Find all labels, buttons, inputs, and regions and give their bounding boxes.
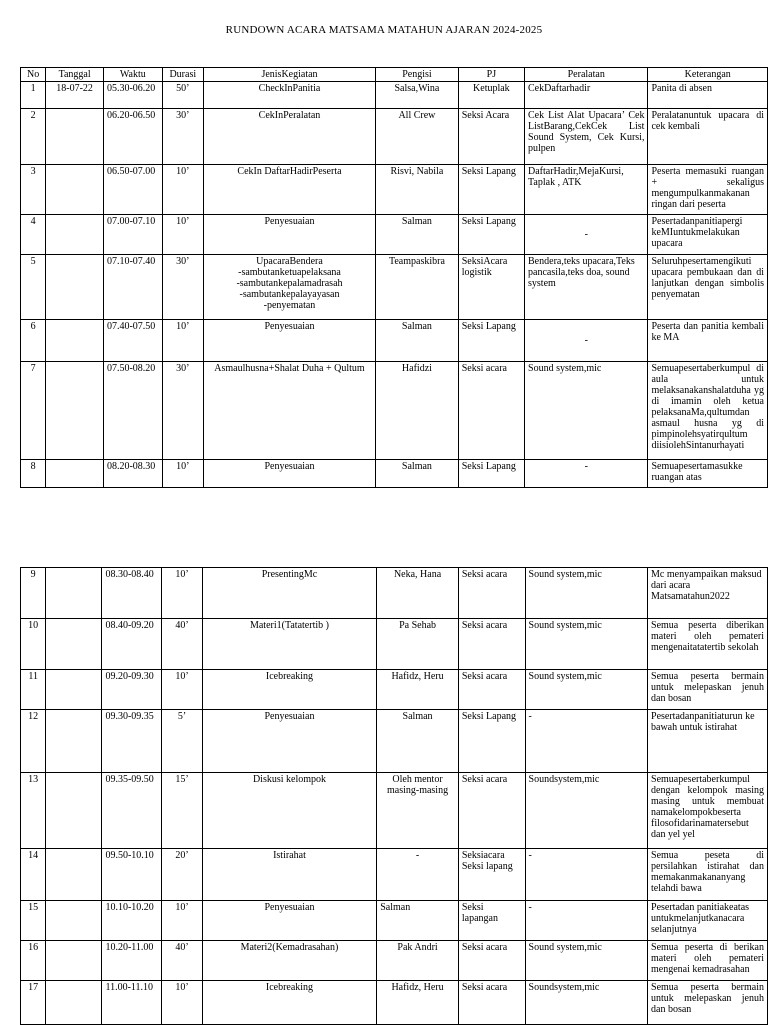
cell-tanggal	[46, 255, 104, 320]
cell-waktu: 10.20-11.00	[102, 941, 162, 981]
cell-pj: Seksi acara	[458, 568, 525, 619]
cell-waktu: 08.30-08.40	[102, 568, 162, 619]
cell-keterangan: Pesertadanpanitiapergi keMIuntukmelakukan upacara	[648, 215, 768, 255]
cell-no: 2	[21, 109, 46, 165]
cell-pengisi: Hafidz, Heru	[377, 981, 459, 1025]
cell-pj: Seksi Lapang	[458, 215, 524, 255]
cell-kegiatan: CekIn DaftarHadirPeserta	[203, 165, 375, 215]
cell-keterangan: Semua peserta bermain untuk melepaskan jenuh dan bosan	[648, 981, 768, 1025]
cell-pengisi: Salsa,Wina	[376, 82, 459, 109]
cell-waktu: 08.20-08.30	[103, 460, 162, 488]
cell-pj: Seksi acara	[458, 362, 524, 460]
cell-kegiatan: PresentingMc	[202, 568, 377, 619]
cell-no: 4	[21, 215, 46, 255]
cell-waktu: 09.20-09.30	[102, 670, 162, 710]
cell-tanggal	[46, 109, 104, 165]
cell-kegiatan: Icebreaking	[202, 981, 377, 1025]
cell-pj: Seksi lapangan	[458, 901, 525, 941]
table-row	[21, 320, 768, 362]
cell-pj: Seksi Lapang	[458, 165, 524, 215]
cell-waktu: 07.00-07.10	[103, 215, 162, 255]
cell-kegiatan: Penyesuaian	[203, 215, 375, 255]
cell-pj: Seksi Lapang	[458, 320, 524, 362]
cell-pengisi: Hafidzi	[376, 362, 459, 460]
cell-tanggal	[46, 320, 104, 362]
cell-keterangan: Semuapesertaberkumpul dengan kelompok masing masing untuk membuat namakelompokbeserta filosofidarinamatersebut dan yel yel	[648, 773, 768, 849]
table-row	[21, 941, 768, 981]
cell-tanggal	[46, 901, 102, 941]
cell-tanggal	[46, 981, 102, 1025]
cell-waktu: 06.50-07.00	[103, 165, 162, 215]
cell-no: 15	[21, 901, 46, 941]
cell-waktu: 11.00-11.10	[102, 981, 162, 1025]
cell-keterangan: Mc menyampaikan maksud dari acara Matsamatahun2022	[648, 568, 768, 619]
cell-waktu: 09.30-09.35	[102, 710, 162, 773]
cell-pengisi: Oleh mentor masing-masing	[377, 773, 459, 849]
cell-pengisi: Pak Andri	[377, 941, 459, 981]
cell-pj: Seksi acara	[458, 670, 525, 710]
table-row	[21, 215, 768, 255]
cell-keterangan: Peserta dan panitia kembali ke MA	[648, 320, 768, 362]
table-row	[21, 82, 768, 109]
table-row	[21, 670, 768, 710]
cell-peralatan: CekDaftarhadir	[525, 82, 648, 109]
cell-keterangan: Semuapesertamasukke ruangan atas	[648, 460, 768, 488]
cell-pj: Ketuplak	[458, 82, 524, 109]
cell-no: 7	[21, 362, 46, 460]
cell-kegiatan: Penyesuaian	[202, 710, 377, 773]
cell-durasi: 10’	[162, 320, 203, 362]
cell-durasi: 30’	[162, 255, 203, 320]
cell-waktu: 09.35-09.50	[102, 773, 162, 849]
cell-pj: Seksi acara	[458, 941, 525, 981]
cell-pengisi: Salman	[377, 710, 459, 773]
cell-no: 9	[21, 568, 46, 619]
cell-tanggal	[46, 165, 104, 215]
cell-kegiatan: Penyesuaian	[202, 901, 377, 941]
table-row	[21, 109, 768, 165]
cell-tanggal	[46, 215, 104, 255]
cell-pj: Seksi Lapang	[458, 460, 524, 488]
cell-no: 11	[21, 670, 46, 710]
table-row	[21, 773, 768, 849]
cell-no: 6	[21, 320, 46, 362]
header-durasi: Durasi	[162, 68, 203, 82]
header-jenis-kegiatan: JenisKegiatan	[203, 68, 375, 82]
cell-pj: Seksi acara	[458, 619, 525, 670]
cell-durasi: 50’	[162, 82, 203, 109]
cell-kegiatan: Materi2(Kemadrasahan)	[202, 941, 377, 981]
cell-peralatan: Cek List Alat Upacara’ Cek ListBarang,CekCek List Sound System, Cek Kursi, pulpen	[525, 109, 648, 165]
cell-pengisi: Salman	[376, 215, 459, 255]
cell-durasi: 10’	[162, 165, 203, 215]
cell-kegiatan: UpacaraBendera -sambutanketuapelaksana -sambutankepalamadrasah -sambutankepalayayasan -penyematan	[203, 255, 375, 320]
cell-tanggal	[46, 460, 104, 488]
cell-pengisi: Teampaskibra	[376, 255, 459, 320]
table-row	[21, 981, 768, 1025]
cell-tanggal	[46, 568, 102, 619]
cell-keterangan: Seluruhpesertamengikuti upacara pembukaan dan di lanjutkan dengan simbolis penyematan	[648, 255, 768, 320]
table-row	[21, 460, 768, 488]
cell-pj: Seksi Lapang	[458, 710, 525, 773]
cell-waktu: 08.40-09.20	[102, 619, 162, 670]
cell-pengisi: Hafidz, Heru	[377, 670, 459, 710]
cell-durasi: 15’	[162, 773, 202, 849]
table-row	[21, 362, 768, 460]
cell-peralatan: Sound system,mic	[525, 619, 647, 670]
cell-waktu: 10.10-10.20	[102, 901, 162, 941]
cell-durasi: 30’	[162, 109, 203, 165]
cell-pj: Seksi Acara	[458, 109, 524, 165]
cell-durasi: 40’	[162, 619, 202, 670]
cell-kegiatan: Diskusi kelompok	[202, 773, 377, 849]
cell-durasi: 10’	[162, 460, 203, 488]
cell-tanggal	[46, 710, 102, 773]
cell-waktu: 07.50-08.20	[103, 362, 162, 460]
cell-tanggal	[46, 773, 102, 849]
cell-peralatan: -	[525, 710, 647, 773]
cell-durasi: 30’	[162, 362, 203, 460]
cell-durasi: 10’	[162, 901, 202, 941]
cell-pengisi: Salman	[376, 320, 459, 362]
cell-kegiatan: Penyesuaian	[203, 460, 375, 488]
cell-durasi: 10’	[162, 568, 202, 619]
cell-pj: Seksi acara	[458, 773, 525, 849]
cell-no: 5	[21, 255, 46, 320]
cell-kegiatan: Materi1(Tatatertib )	[202, 619, 377, 670]
header-tanggal: Tanggal	[46, 68, 104, 82]
cell-keterangan: Semuapesertaberkumpul di aula untuk melaksanakanshalatduha yg di imamin oleh ketua pelaksanaMa,qultumdan asmaul husna yg di pimpinolehsyatirqultum diisiolehSintanurhayati	[648, 362, 768, 460]
cell-peralatan: DaftarHadir,MejaKursi, Taplak , ATK	[525, 165, 648, 215]
cell-peralatan: -	[525, 320, 648, 362]
cell-keterangan: Pesertadanpanitiaturun ke bawah untuk istirahat	[648, 710, 768, 773]
cell-kegiatan: Asmaulhusna+Shalat Duha + Qultum	[203, 362, 375, 460]
cell-pengisi: Salman	[377, 901, 459, 941]
header-waktu: Waktu	[103, 68, 162, 82]
cell-peralatan: -	[525, 849, 647, 901]
table-row	[21, 619, 768, 670]
cell-kegiatan: Icebreaking	[202, 670, 377, 710]
cell-kegiatan: Penyesuaian	[203, 320, 375, 362]
cell-pengisi: -	[377, 849, 459, 901]
cell-pj: SeksiAcara logistik	[458, 255, 524, 320]
cell-peralatan: Sound system,mic	[525, 670, 647, 710]
header-no: No	[21, 68, 46, 82]
table-row	[21, 165, 768, 215]
cell-keterangan: Semua peserta diberikan materi oleh pemateri mengenaitatatertib sekolah	[648, 619, 768, 670]
cell-pj: Seksiacara Seksi lapang	[458, 849, 525, 901]
schedule-table-page-2	[20, 567, 768, 1025]
cell-kegiatan: CheckInPanitia	[203, 82, 375, 109]
cell-peralatan: Bendera,teks upacara,Teks pancasila,teks doa, sound system	[525, 255, 648, 320]
cell-pengisi: Neka, Hana	[377, 568, 459, 619]
cell-tanggal	[46, 941, 102, 981]
cell-durasi: 40’	[162, 941, 202, 981]
cell-kegiatan: Istirahat	[202, 849, 377, 901]
cell-durasi: 5’	[162, 710, 202, 773]
cell-tanggal	[46, 362, 104, 460]
cell-durasi: 10’	[162, 670, 202, 710]
cell-kegiatan: CekInPeralatan	[203, 109, 375, 165]
cell-pengisi: All Crew	[376, 109, 459, 165]
cell-no: 12	[21, 710, 46, 773]
cell-keterangan: Panita di absen	[648, 82, 768, 109]
table-row	[21, 568, 768, 619]
cell-no: 8	[21, 460, 46, 488]
cell-keterangan: Peserta memasuki ruangan + sekaligus mengumpulkanmakanan ringan dari peserta	[648, 165, 768, 215]
cell-no: 17	[21, 981, 46, 1025]
document-title: RUNDOWN ACARA MATSAMA MATAHUN AJARAN 2024-2025	[225, 24, 543, 36]
cell-pengisi: Pa Sehab	[377, 619, 459, 670]
cell-no: 1	[21, 82, 46, 109]
cell-durasi: 10’	[162, 981, 202, 1025]
cell-waktu: 06.20-06.50	[103, 109, 162, 165]
cell-no: 3	[21, 165, 46, 215]
table-row	[21, 710, 768, 773]
cell-peralatan: Soundsystem,mic	[525, 981, 647, 1025]
cell-no: 16	[21, 941, 46, 981]
table-row	[21, 849, 768, 901]
cell-pj: Seksi acara	[458, 981, 525, 1025]
table-row	[21, 255, 768, 320]
header-row	[21, 68, 768, 82]
cell-no: 14	[21, 849, 46, 901]
schedule-table-page-1	[20, 67, 768, 488]
cell-pengisi: Risvi, Nabila	[376, 165, 459, 215]
cell-peralatan: Sound system,mic	[525, 362, 648, 460]
cell-durasi: 20’	[162, 849, 202, 901]
cell-tanggal	[46, 619, 102, 670]
cell-peralatan: -	[525, 460, 648, 488]
cell-tanggal	[46, 670, 102, 710]
header-pj: PJ	[458, 68, 524, 82]
header-peralatan: Peralatan	[525, 68, 648, 82]
header-pengisi: Pengisi	[376, 68, 459, 82]
cell-keterangan: Semua peserta bermain untuk melepaskan jenuh dan bosan	[648, 670, 768, 710]
cell-peralatan: -	[525, 901, 647, 941]
cell-no: 10	[21, 619, 46, 670]
cell-no: 13	[21, 773, 46, 849]
cell-waktu: 07.10-07.40	[103, 255, 162, 320]
cell-keterangan: Pesertadan panitiakeatas untukmelanjutkanacara selanjutnya	[648, 901, 768, 941]
cell-peralatan: Sound system,mic	[525, 941, 647, 981]
cell-keterangan: Semua peseta di persilahkan istirahat dan memakanmakananyang telahdi bawa	[648, 849, 768, 901]
cell-peralatan: -	[525, 215, 648, 255]
cell-waktu: 07.40-07.50	[103, 320, 162, 362]
cell-durasi: 10’	[162, 215, 203, 255]
cell-peralatan: Sound system,mic	[525, 568, 647, 619]
cell-keterangan: Semua peserta di berikan materi oleh pemateri mengenai kemadrasahan	[648, 941, 768, 981]
cell-peralatan: Soundsystem,mic	[525, 773, 647, 849]
header-keterangan: Keterangan	[648, 68, 768, 82]
cell-tanggal	[46, 849, 102, 901]
cell-keterangan: Peralatanuntuk upacara di cek kembali	[648, 109, 768, 165]
table-row	[21, 901, 768, 941]
cell-tanggal: 18-07-22	[46, 82, 104, 109]
cell-waktu: 09.50-10.10	[102, 849, 162, 901]
cell-pengisi: Salman	[376, 460, 459, 488]
cell-waktu: 05.30-06.20	[103, 82, 162, 109]
